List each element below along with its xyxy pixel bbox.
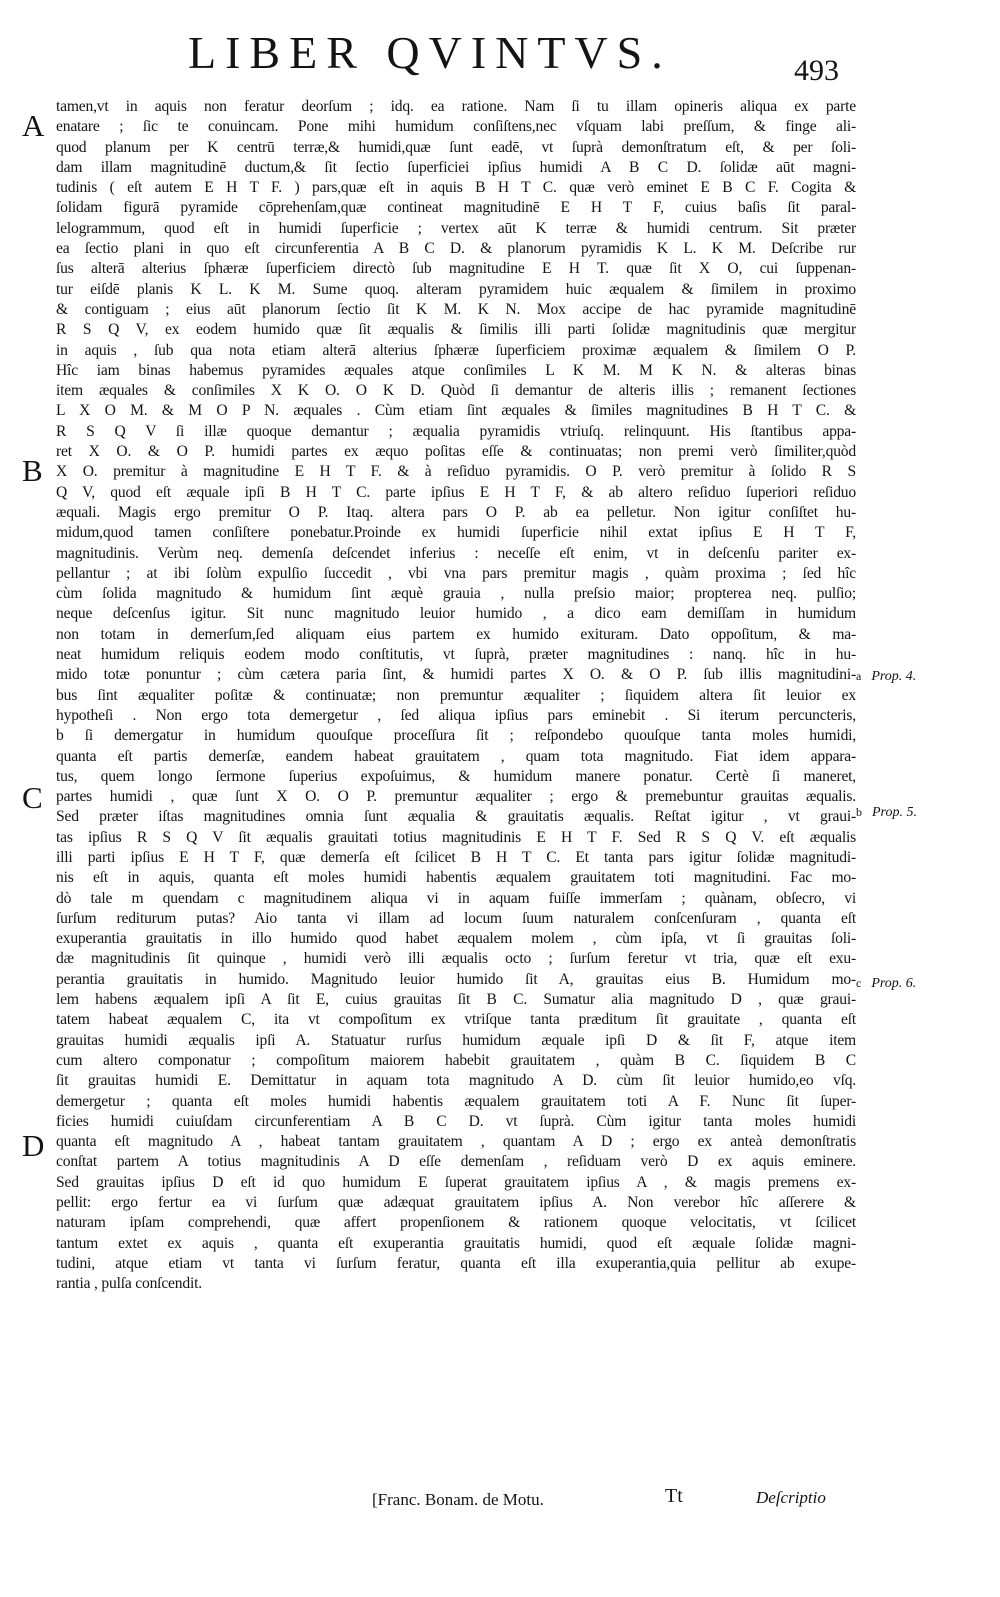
text-line: exuperantia grauitatis in illo humido quod habet æqualem molem , cùm ipſa, vt ſi grauitas ſoli-: [56, 930, 856, 948]
page-number: 493: [794, 54, 839, 87]
text-line: rantia , pulſa conſcendit.: [56, 1275, 202, 1293]
margin-note-ref: Prop. 5.: [872, 805, 917, 820]
margin-note-key: c: [856, 976, 862, 990]
text-line: conſtat partem A totius magnitudinis A D eſſe demenſam , reſiduam verò D ex aquis eminere.: [56, 1153, 856, 1171]
text-line: ea ſectio plani in quo eſt circunferentia A B C D. & planorum pyramidis K L. K M. Deſcribe rur: [56, 240, 856, 258]
text-line: non totam in demerſum,ſed aliquam eius partem ex humido exituram. Dato oppoſitum, & ma-: [56, 625, 856, 643]
text-line: quod planum per K centrū terræ,& humidi,quæ ſunt eadē, vt ſuprà demonſtratum eſt, & per ſoli-: [56, 138, 856, 156]
text-line: dæ magnitudinis ſit quinque , humidi verò illi æqualis octo ; ſurſum feretur vt tria, quæ eſt exu-: [56, 950, 856, 968]
text-line: hypotheſi . Non ergo tota demergetur , ſed aliqua ipſius pars eminebit . Si iterum percuncteris,: [56, 706, 856, 724]
text-line: neat humidum reliquis eodem modo conſtitutis, vt ſuprà, præter magnitudines : nanq. hîc in hu-: [56, 646, 856, 664]
margin-note-a: [856, 670, 916, 684]
margin-note-key: b: [856, 805, 862, 819]
text-line: ret X O. & O P. humidi partes ex æquo poſitas eſſe & continuatas; non premi verò ſimiliter,quòd: [56, 443, 856, 461]
margin-note-b: [856, 806, 917, 820]
text-line: cùm ſolida magnitudo & humidum ſint æquè grauia , nulla preſsio maior; propterea neq. pulſio;: [56, 585, 856, 603]
text-line: X O. premitur à magnitudine E H T F. & à reſiduo pyramidis. O P. verò premitur à ſolido R S: [56, 463, 856, 481]
text-line: in aquis , ſub qua nota etiam alterā alterius ſphæræ ſuperficiem proximæ æqualem & ſimilem O P.: [56, 341, 856, 359]
section-letter-a: A: [22, 108, 45, 143]
margin-note-ref: Prop. 6.: [871, 976, 917, 991]
text-line: quanta eſt partis demerſæ, eandem habeat grauitatem , quam tota magnitudo. Fiat idem appara-: [56, 747, 856, 765]
text-line: ſus alterā alterius ſphæræ ſuperficiem directò ſub magnitudine E H T. quæ ſit X O, cui ſuppenan-: [56, 260, 856, 278]
text-line: tudini, atque etiam vt tanta vi ſurſum feratur, quanta eſt illa exuperantia,quia pellitur ab exupe-: [56, 1254, 856, 1272]
text-line: Sed grauitas ipſius D eſt id quo humidum E ſuperat grauitatem ipſius A , & magis premens ex-: [56, 1173, 856, 1191]
text-line: lelogrammum, quod eſt in humidi ſuperficie ; vertex aūt K terræ & humidi centrum. Sit præter: [56, 219, 856, 237]
text-line: demergetur ; quanta eſt moles humidi habentis æqualem grauitatem toti A F. Nunc ſit ſuper-: [56, 1092, 856, 1110]
text-line: grauitas humidi æqualis ipſi A. Statuatur rurſus humidum æquale ipſi D & ſit F, atque item: [56, 1031, 856, 1049]
text-line: mido totæ ponuntur ; cùm cætera paria ſint, & humidi partes X O. & O P. ſub illis magnitudini-: [56, 666, 856, 684]
text-line: ſit grauitas humidi E. Demittatur in aquam tota magnitudo A D. cùm ſit leuior humido,eo vſq.: [56, 1072, 856, 1090]
section-letter-c: C: [22, 780, 43, 815]
margin-note-ref: Prop. 4.: [871, 669, 917, 684]
margin-note-key: a: [856, 669, 862, 683]
text-line: partes humidi , quæ ſunt X O. O P. premuntur æqualiter ; ergo & premebuntur grauitas æqualis.: [56, 788, 856, 806]
text-line: æquali. Magis ergo premitur O P. Itaq. altera pars O P. ab ea pelletur. Non igitur conſiſtet hu-: [56, 503, 856, 521]
text-line: tur eiſdē planis K L. K M. Sume quoq. alteram pyramidem huic æqualem & ſimilem in proximo: [56, 280, 856, 298]
text-line: tantum extet ex aquis , quanta eſt exuperantia grauitatis humidi, quod eſt æquale ſolidæ magni-: [56, 1234, 856, 1252]
margin-note-c: [856, 977, 916, 991]
text-line: illi parti ipſius E H T F, quæ demerſa eſt ſcilicet B H T C. Et tanta pars igitur ſolidæ magnitudi-: [56, 848, 856, 866]
text-line: L X O M. & M O P N. æquales . Cùm etiam ſint æquales & ſimiles magnitudines B H T C. &: [56, 402, 856, 420]
text-line: tus, quem longo ſermone ſuperius expoſuimus, & humidum manere ponatur. Certè ſi maneret,: [56, 767, 856, 785]
text-line: lem habens æqualem ipſi A ſit E, cuius grauitas ſit B C. Sumatur alia magnitudo D , quæ graui-: [56, 991, 856, 1009]
text-line: & contiguam ; eius aūt planorum ſectio ſit K M. K N. Mox accipe de hac pyramide magnitudinē: [56, 300, 856, 318]
text-line: Q V, quod eſt æquale ipſi B H T C. parte ipſius E H T F, & ab altero reſiduo ſuperiori reſiduo: [56, 483, 856, 501]
text-line: tamen,vt in aquis non feratur deorſum ; idq. ea ratione. Nam ſi tu illam opineris aliqua ex parte: [56, 98, 856, 115]
text-line: midum,quod tamen conſiſtere ponebatur.Proinde ex humidi ſuperficie nihil extat ipſius E H T F,: [56, 524, 856, 542]
section-letter-d: D: [22, 1128, 45, 1163]
text-line: R S Q V ſi illæ quoque demantur ; æqualia pyramidis vtriuſq. relinquunt. His ſtantibus appa-: [56, 422, 856, 440]
text-line: dam illam magnitudinē ductum,& ſit ſectio ſuperficiei ipſius humidi A B C D. ſolidæ aūt magni-: [56, 158, 856, 176]
text-line: ficies humidi cuiuſdam circunferentiam A B C D. vt ſuprà. Cùm igitur tanta moles humidi: [56, 1112, 856, 1130]
running-head: LIBER QVINTVS.: [188, 27, 672, 78]
text-line: Hîc iam binas habemus pyramides æquales atque conſimiles L K M. M K N. & alteras binas: [56, 361, 856, 379]
section-letter-b: B: [22, 453, 43, 488]
text-line: perantia grauitatis in humido. Magnitudo leuior humido ſit A, grauitas eius B. Humidum mo-: [56, 970, 856, 988]
text-line: pellantur ; at ibi ſolùm expulſio ſuccedit , vbi vna pars premitur magis , quàm proxima ; ſed hîc: [56, 564, 856, 582]
text-line: naturam ipſam comprehendi, quæ affert propenſionem & rationem quoque velocitatis, vt ſcilicet: [56, 1214, 856, 1232]
text-line: ſurſum rediturum putas? Aio tanta vi illam ad locum ſuum naturalem conſcenſuram , quanta eſt: [56, 909, 856, 927]
text-line: nis eſt in aquis, quanta eſt moles humidi habentis æqualem grauitatem toti magnitudini. Fac mo-: [56, 869, 856, 887]
text-line: pellit: ergo fertur ea vi ſurſum quæ adæquat grauitatem ipſius A. Non verebor hîc aſſerere &: [56, 1194, 856, 1212]
text-line: R S Q V, ex eodem humido quæ ſit æqualis & ſimilis illi parti ſolidæ magnitudinis quæ mergitur: [56, 321, 856, 339]
text-line: cum altero componatur ; compoſitum maiorem habebit grauitatem , quàm B C. ſiquidem B C: [56, 1051, 856, 1069]
text-line: tas ipſius R S Q V ſit æqualis grauitati totius magnitudinis E H T F. Sed R S Q V. eſt æqualis: [56, 828, 856, 846]
quire-mark: Tt: [665, 1485, 683, 1507]
text-line: dò tale m quendam c magnitudinem aliqua vi in aquam fuiſſe immerſam ; quànam, obſecro, vi: [56, 889, 856, 907]
text-line: neque deſcenſus igitur. Sit nunc magnitudo leuior humido , a dico eam demiſſam in humidum: [56, 605, 856, 623]
text-line: tudinis ( eſt autem E H T F. ) pars,quæ eſt in aquis B H T C. quæ verò eminet E B C F. Cogita &: [56, 179, 856, 197]
text-line: item æquales & conſimiles X K O. O K D. Quòd ſi demantur de alteris illis ; remanent ſectiones: [56, 382, 856, 400]
text-line: magnitudinis. Verùm neq. demenſa deſcendet inferius : neceſſe eſt enim, vt in deſcenſu pariter ex-: [56, 544, 856, 562]
body-text: [56, 97, 856, 1295]
text-line: b ſi demergatur in humidum quouſque proceſſura ſit ; reſpondebo quouſque tanta moles humidi,: [56, 727, 856, 745]
text-line: ſolidam figurā pyramide cōprehenſam,quæ contineat magnitudinē E H T F, cuius baſis ſit paral-: [56, 199, 856, 217]
footer-signature: [Franc. Bonam. de Motu.: [372, 1490, 544, 1509]
text-line: Sed præter iſtas magnitudines omnia ſunt æqualia & grauitatis æqualis. Reſtat igitur , vt graui-: [56, 808, 856, 826]
text-line: bus ſint æqualiter poſitæ & continuatæ; non premuntur æqualiter ; ſiquidem altera ſit leuior ex: [56, 686, 856, 704]
catchword: Deſcriptio: [756, 1488, 826, 1507]
text-line: enatare ; ſic te conuincam. Pone mihi humidum conſiſtens,nec vſquam labi preſſum, & finge ali-: [56, 118, 856, 136]
text-line: quanta eſt magnitudo A , habeat tantam grauitatem , quantam A D ; ergo ex anteà demonſtratis: [56, 1133, 856, 1151]
text-line: tatem habeat æqualem C, ita vt compoſitum ex vtriſque tanta præditum ſit grauitate , quanta eſt: [56, 1011, 856, 1029]
